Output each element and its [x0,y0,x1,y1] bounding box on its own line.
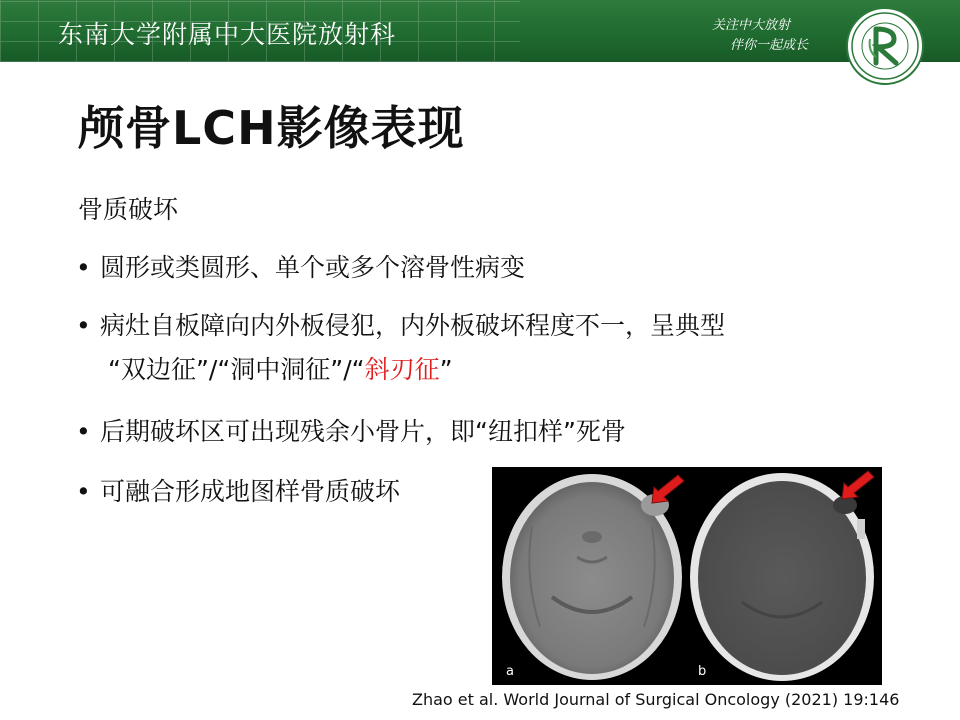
ct-panel-b [690,471,874,681]
hospital-logo-icon [846,7,924,85]
panel-a-label: a [506,664,514,679]
sign-list-text: “双边征”/“洞中洞征”/“ [108,355,365,384]
institution-name: 东南大学附属中大医院放射科 [58,20,397,49]
bullet-item [76,412,626,452]
bullet-item [76,248,525,288]
citation: Zhao et al. World Journal of Surgical Oncology (2021) 19:146 [412,690,900,709]
ct-panel-a [502,474,684,680]
header-bar [0,0,960,62]
bullet-dot: • [76,477,91,506]
logo-graphic [848,9,922,83]
panel-b-label: b [698,664,707,679]
slide-title: 颅骨LCH影像表现 [78,101,465,155]
lesion-arrow-b-icon [842,471,874,499]
bullet-dot: • [76,253,91,282]
closing-quote: ” [439,355,453,384]
bullet-continuation [108,350,453,386]
bullet-text: 可融合形成地图样骨质破坏 [100,477,401,506]
bullet-text: 病灶自板障向内外板侵犯，内外板破坏程度不一，呈典型 [100,311,726,340]
bullet-dot: • [76,417,91,446]
slogan-line-1: 关注中大放射 [712,18,791,33]
bullet-text: 后期破坏区可出现残余小骨片，即“纽扣样”死骨 [100,417,626,446]
bullet-dot: • [76,311,91,340]
lesion-arrow-a-icon [652,475,684,503]
ct-image-svg [492,467,882,685]
bullet-item [76,472,400,512]
bullet-text: 圆形或类圆形、单个或多个溶骨性病变 [100,253,526,282]
slogan-line-2: 伴你一起成长 [730,38,809,53]
ct-image-figure [492,467,882,685]
highlight-sign: 斜刃征 [364,355,440,384]
section-subtitle: 骨质破坏 [78,195,179,224]
bullet-item [76,306,725,346]
